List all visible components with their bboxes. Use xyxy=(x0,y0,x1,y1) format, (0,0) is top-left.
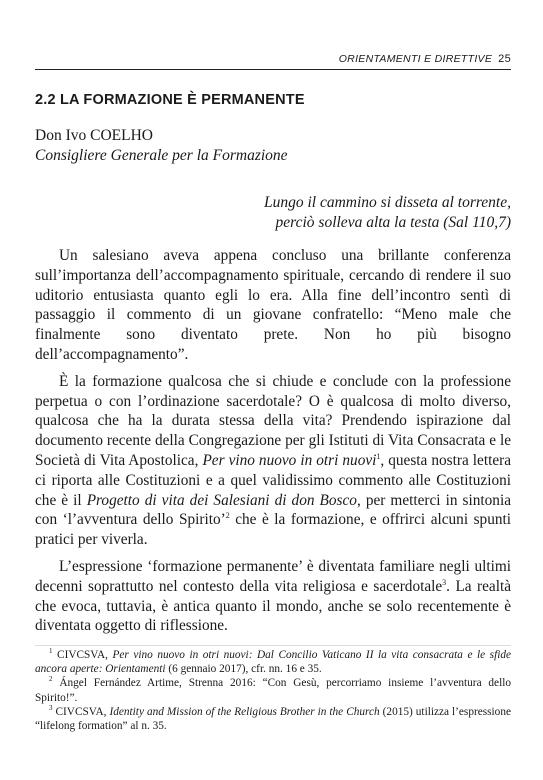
paragraph-2-text-c: , per metterci in sintonia con ‘l’avventura dello Spirito’ xyxy=(35,491,511,529)
footnote-1-text-b: (6 gennaio 2017), cfr. nn. 16 e 35. xyxy=(165,663,322,676)
author-role: Consigliere Generale per la Formazione xyxy=(35,147,288,164)
footnotes xyxy=(35,648,511,733)
footnote-1-text-a: CIVCSVA, xyxy=(57,649,113,661)
footnote-rule xyxy=(35,645,511,646)
header-rule xyxy=(35,69,511,70)
footnote-2 xyxy=(35,676,511,704)
book-title-italic: Progetto di vita dei Salesiani di don Bosco xyxy=(86,491,357,509)
epigraph-line-2: perciò solleva alta la testa (Sal 110,7) xyxy=(275,214,511,231)
footnote-3-number: 3 xyxy=(49,704,53,713)
footnote-ref-1: 1 xyxy=(376,451,381,461)
footnote-ref-3: 3 xyxy=(442,577,447,587)
page-number: 25 xyxy=(498,53,511,65)
footnote-ref-2: 2 xyxy=(225,511,230,521)
paragraph-2-text-d: che è la formazione, e offrirci alcuni spunti pratici per viverla. xyxy=(35,511,511,549)
document-title-italic: Per vino nuovo in otri nuovi xyxy=(202,451,377,469)
paragraph-2-text-b: , questa nostra lettera ci riporta alle Costituzioni e a quel validissimo commento alle Costituzioni che è il xyxy=(35,451,511,509)
footnote-1 xyxy=(35,648,511,676)
footnote-2-text: Ángel Fernández Artime, Strenna 2016: “Con Gesù, percorriamo insieme l’avventura dello Spirito!”. xyxy=(35,677,512,704)
paragraph-2-text-a: È la formazione qualcosa che si chiude e conclude con la professione perpetua o con l’ordinazione sacerdotale? O è qualcosa di molto diverso, qualcosa che ha la durata stessa della vita? Prendendo ispirazione dal documento recente della Congregazione per gli Istituti di Vita Consacrata e le Società di Vita Apostolica, xyxy=(35,372,511,469)
running-header xyxy=(339,53,511,65)
paragraph-3 xyxy=(35,557,511,636)
epigraph-line-1: Lungo il cammino si disseta al torrente, xyxy=(264,194,511,211)
footnote-2-number: 2 xyxy=(49,675,53,684)
footnote-3 xyxy=(35,705,511,733)
footnote-1-title: Per vino nuovo in otri nuovi: Dal Concilio Vaticano II la vita consacrata e le sfide ancora aperte: Orientamenti xyxy=(35,649,512,676)
author-name: Don Ivo COELHO xyxy=(35,127,153,144)
paragraph-3-text-b: . La realtà che evoca, tuttavia, è antica quanto il mondo, anche se solo recentemente è diventata oggetto di riflessione. xyxy=(35,577,511,635)
paragraph-1: Un salesiano aveva appena concluso una brillante conferenza sull’importanza dell’accompagnamento spirituale, cercando di rendere il suo uditorio entusiasta quanto egli lo era. Alla fine dell’incontro sentì di passaggio il commento di un giovane confratello: “Meno male che finalmente sono diventato prete. Non ho più bisogno dell’accompagnamento”. xyxy=(35,247,511,363)
paragraph-3-text-a: L’espressione ‘formazione permanente’ è diventata familiare negli ultimi decenni soprattutto nel contesto della vita religiosa e sacerdotale xyxy=(35,557,511,595)
running-header-title: ORIENTAMENTI E DIRETTIVE xyxy=(338,53,493,65)
footnote-3-text-b: (2015) utilizza l’espressione “lifelong formation” al n. 35. xyxy=(35,705,511,733)
footnote-3-title: Identity and Mission of the Religious Brother in the Church xyxy=(109,705,380,718)
epigraph xyxy=(264,193,511,233)
section-title: 2.2 LA FORMAZIONE È PERMANENTE xyxy=(35,92,305,108)
body-text xyxy=(35,246,511,643)
paragraph-2 xyxy=(35,372,511,550)
footnote-3-text-a: CIVCSVA, xyxy=(55,705,110,718)
footnote-1-number: 1 xyxy=(49,647,53,656)
